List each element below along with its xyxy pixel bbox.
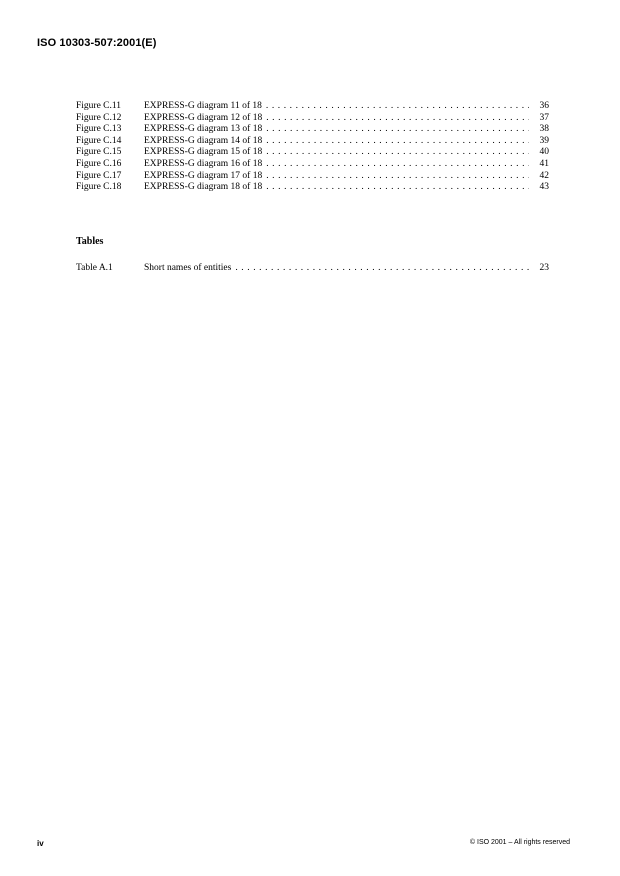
toc-entry-title: EXPRESS-G diagram 15 of 18 (144, 147, 263, 158)
tables-section-heading: Tables (76, 236, 104, 247)
figures-toc-list (76, 101, 549, 194)
dot-leader (266, 147, 529, 159)
toc-entry-label: Figure C.15 (76, 147, 122, 158)
toc-entry-label: Figure C.11 (76, 101, 122, 111)
toc-entry-label: Figure C.17 (76, 170, 122, 181)
toc-entry-title: EXPRESS-G diagram 17 of 18 (144, 170, 263, 181)
toc-entry-page: 43 (539, 182, 549, 193)
toc-entry-page: 37 (539, 112, 549, 123)
toc-entry-label: Figure C.14 (76, 135, 122, 146)
dot-leader (266, 159, 529, 171)
toc-entry[interactable] (76, 113, 549, 125)
toc-entry-page: 36 (539, 101, 549, 111)
toc-entry-title: EXPRESS-G diagram 11 of 18 (144, 101, 262, 111)
dot-leader (266, 101, 529, 113)
toc-entry[interactable] (76, 101, 549, 113)
toc-entry-page: 41 (539, 158, 549, 169)
toc-entry-page: 39 (539, 135, 549, 146)
dot-leader (266, 113, 529, 125)
toc-entry-label: Figure C.16 (76, 158, 122, 169)
toc-entry-title: EXPRESS-G diagram 18 of 18 (144, 182, 263, 193)
toc-entry[interactable] (76, 182, 549, 194)
toc-entry-title: EXPRESS-G diagram 12 of 18 (144, 112, 263, 123)
toc-entry-label: Table A.1 (76, 263, 113, 273)
tables-toc-list (76, 263, 549, 275)
toc-entry[interactable] (76, 124, 549, 136)
dot-leader (266, 182, 529, 194)
toc-entry-page: 23 (539, 263, 549, 273)
toc-entry-label: Figure C.18 (76, 182, 122, 193)
toc-entry[interactable] (76, 136, 549, 148)
footer-copyright: © ISO 2001 – All rights reserved (469, 839, 570, 846)
toc-entry-page: 40 (539, 147, 549, 158)
dot-leader (235, 263, 529, 275)
toc-entry-title: EXPRESS-G diagram 14 of 18 (144, 135, 263, 146)
toc-entry-title: Short names of entities (144, 263, 232, 273)
dot-leader (266, 171, 529, 183)
toc-entry[interactable] (76, 159, 549, 171)
toc-entry-label: Figure C.12 (76, 112, 122, 123)
footer-page-number: iv (37, 839, 44, 848)
dot-leader (266, 124, 529, 136)
toc-entry[interactable] (76, 263, 549, 275)
toc-entry-label: Figure C.13 (76, 124, 122, 135)
toc-entry-title: EXPRESS-G diagram 16 of 18 (144, 158, 263, 169)
toc-entry-page: 38 (539, 124, 549, 135)
toc-entry-page: 42 (539, 170, 549, 181)
toc-entry-title: EXPRESS-G diagram 13 of 18 (144, 124, 263, 135)
toc-entry[interactable] (76, 171, 549, 183)
dot-leader (266, 136, 529, 148)
toc-entry[interactable] (76, 147, 549, 159)
document-id-header: ISO 10303-507:2001(E) (37, 37, 157, 49)
